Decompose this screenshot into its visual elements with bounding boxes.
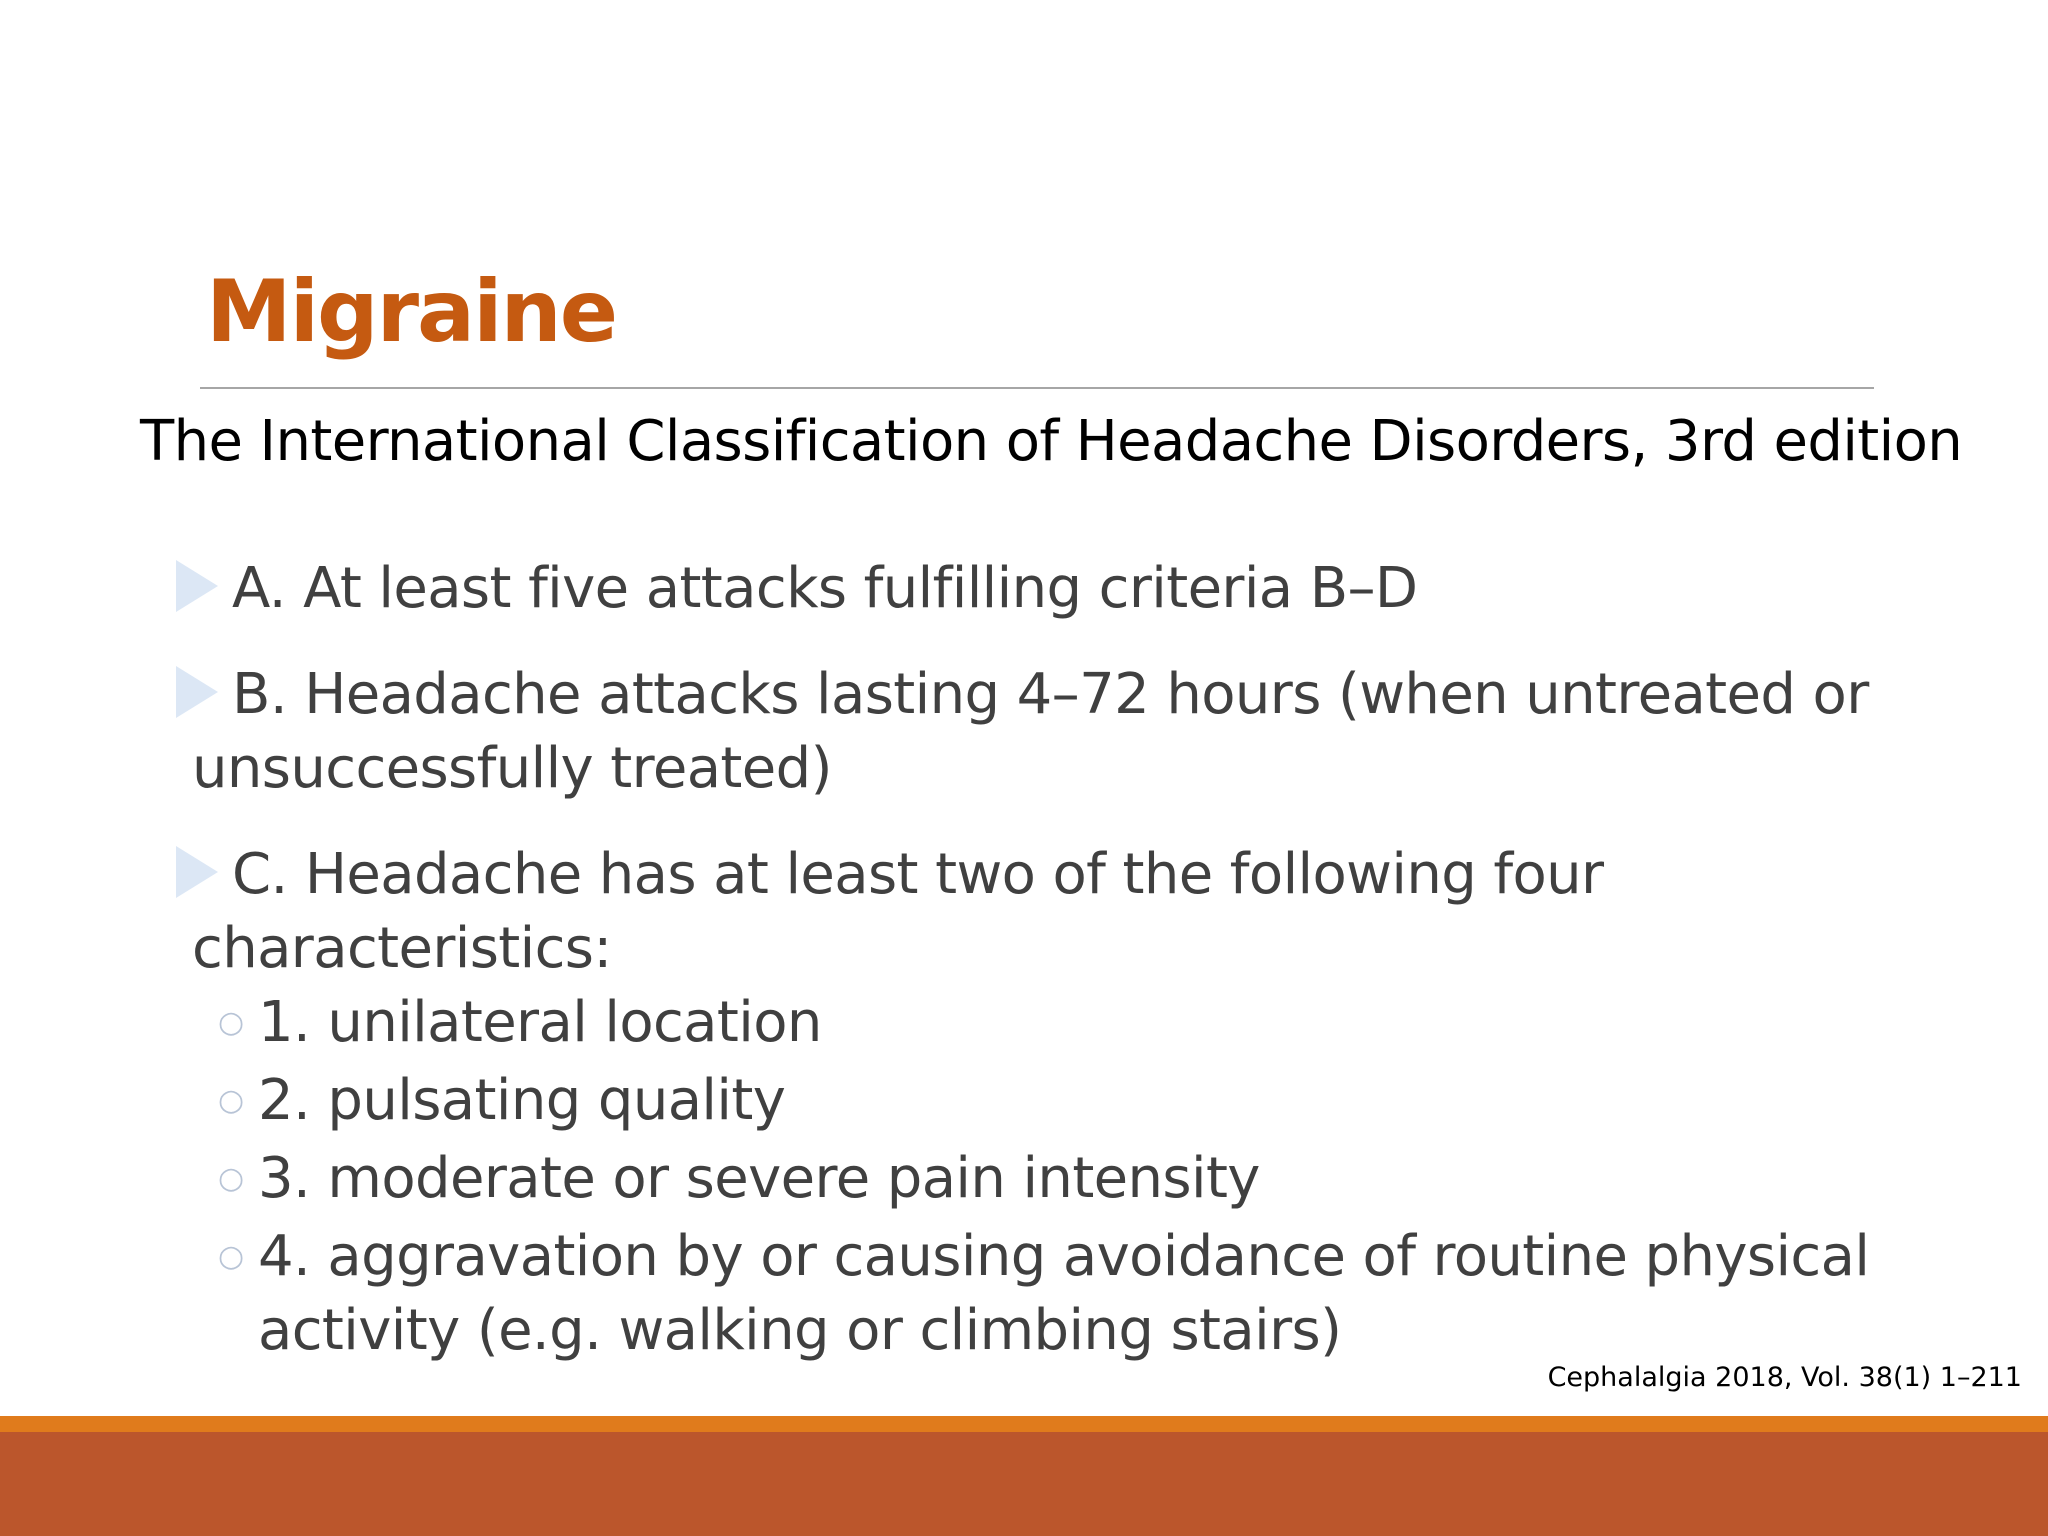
hollow-circle-icon: ○ bbox=[218, 1161, 244, 1196]
criteria-list bbox=[192, 552, 1872, 1400]
hollow-circle-icon: ○ bbox=[218, 1083, 244, 1118]
criterion-text: C. Headache has at least two of the following four characteristics: bbox=[192, 842, 1604, 981]
slide-subtitle: The International Classification of Headache Disorders, 3rd edition bbox=[140, 409, 1963, 474]
characteristic-text: 3. moderate or severe pain intensity bbox=[258, 1146, 1260, 1211]
characteristic-item bbox=[218, 1064, 1872, 1138]
characteristic-text: 1. unilateral location bbox=[258, 990, 822, 1055]
criterion-text: A. At least five attacks fulfilling criteria B–D bbox=[232, 556, 1418, 621]
hollow-circle-icon: ○ bbox=[218, 1239, 244, 1274]
characteristic-item bbox=[218, 986, 1872, 1060]
footer-accent-stripe bbox=[0, 1416, 2048, 1432]
characteristic-text: 4. aggravation by or causing avoidance of routine physical activity (e.g. walking or climbing stairs) bbox=[258, 1224, 1870, 1363]
criterion-b bbox=[192, 658, 1872, 806]
characteristic-item bbox=[218, 1142, 1872, 1216]
criterion-a bbox=[192, 552, 1872, 626]
triangle-arrow-icon bbox=[176, 560, 218, 612]
footer-band bbox=[0, 1432, 2048, 1536]
slide-title: Migraine bbox=[206, 262, 617, 362]
triangle-arrow-icon bbox=[176, 666, 218, 718]
citation: Cephalalgia 2018, Vol. 38(1) 1–211 bbox=[1547, 1362, 2022, 1393]
characteristic-item bbox=[218, 1220, 1872, 1368]
hollow-circle-icon: ○ bbox=[218, 1005, 244, 1040]
characteristic-text: 2. pulsating quality bbox=[258, 1068, 786, 1133]
title-divider bbox=[200, 387, 1874, 389]
criterion-c bbox=[192, 838, 1872, 1368]
triangle-arrow-icon bbox=[176, 846, 218, 898]
criterion-text: B. Headache attacks lasting 4–72 hours (when untreated or unsuccessfully treated) bbox=[192, 662, 1869, 801]
characteristics-list bbox=[192, 986, 1872, 1368]
